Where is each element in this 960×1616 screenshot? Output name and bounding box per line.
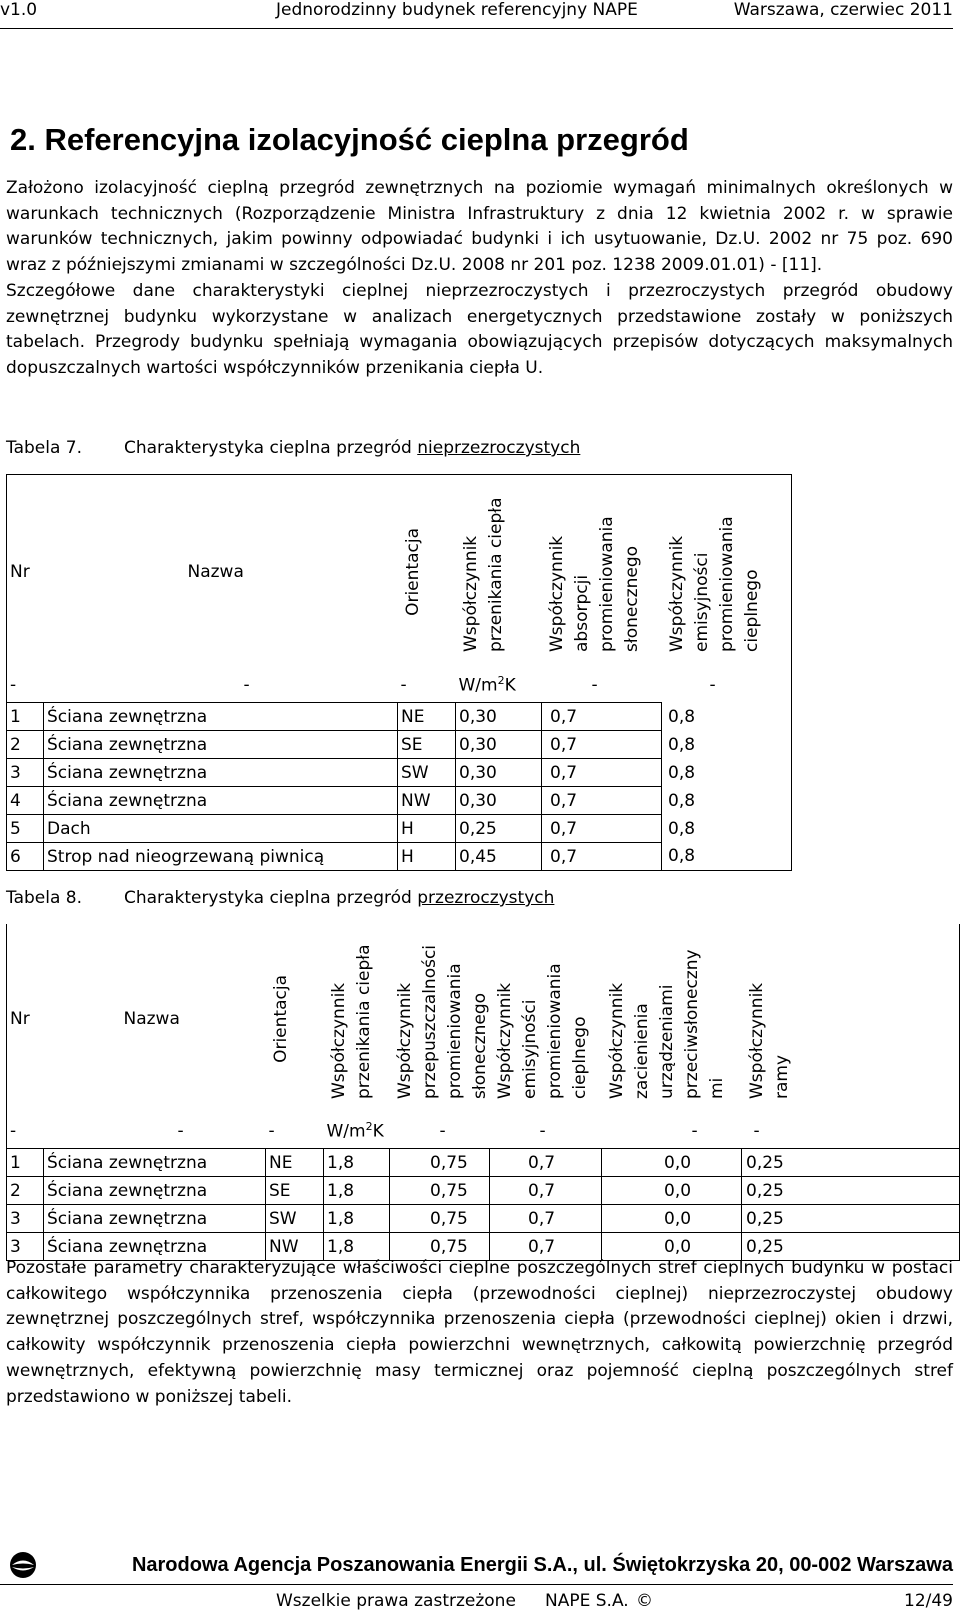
table7-header-u-cell: [456, 475, 542, 669]
table8-body: [7, 1149, 960, 1261]
table8-cell-nr: 3: [7, 1233, 44, 1261]
table8-unit-nazwa: -: [177, 1121, 184, 1141]
table7-cell-nazwa: Strop nad nieogrzewaną piwnicą: [44, 843, 398, 871]
doc-title: Jednorodzinny budynek referencyjny NAPE: [276, 0, 638, 20]
table8-cell-emis: 0,7: [490, 1233, 602, 1261]
table7-units-row: [7, 668, 792, 703]
unit-sup: 2: [365, 1120, 373, 1134]
table8-unit-shade: -: [691, 1121, 698, 1141]
table7-cell-orientacja: NW: [398, 787, 456, 815]
table8-cell-u: 1,8: [324, 1149, 390, 1177]
table7-cell-nr: 1: [7, 703, 44, 731]
table8-cell-shade: 0,0: [602, 1205, 742, 1233]
table7-cell-orientacja: SE: [398, 731, 456, 759]
table7-cell-abs: 0,7: [542, 703, 662, 731]
table8-unit-emis: -: [539, 1121, 546, 1141]
table8-unit-frame: -: [753, 1121, 760, 1141]
table7-cell-abs: 0,7: [542, 843, 662, 871]
doc-place-date: Warszawa, czerwiec 2011: [733, 0, 953, 20]
table7-header-orientacja-cell: [398, 475, 456, 669]
intro-paragraph: Założono izolacyjność cieplną przegród zewnętrznych na poziomie wymagań minimalnych określonych w warunkach technicznych (Rozporządzenie Ministra Infrastruktury z dnia 12 kwietnia 2002 r. w sprawie warunków technicznych, jakim powinny odpowiadać budynki i ich usytuowanie, Dz.U. 2002 nr 75 poz. 690 wraz z późniejszymi zmianami w szczególności Dz.U. 2008 nr 201 poz. 1238 2009.01.01) - [11]. Szczegółowe dane charakterystyki cieplnej nieprzezroczystych i przezroczystych przegród obudowy zewnętrznej budynku wykorzystane w analizach energetycznych przedstawione zostały w poniższych tabelach. Przegrody budynku spełniają wymagania obowiązujących przepisów dotyczących maksymalnych dopuszczalnych wartości współczynników przenikania ciepła U.: [6, 178, 953, 378]
table7-row: [7, 843, 792, 871]
table8-header-g-cell: [390, 924, 490, 1114]
table7-header-nazwa: Nazwa: [187, 561, 244, 582]
table7-cell-emis: 0,8: [668, 790, 696, 811]
table8-cell-orientacja: NW: [266, 1233, 324, 1261]
table8-cell-u: 1,8: [324, 1177, 390, 1205]
unit-tail: K: [504, 675, 516, 696]
table8-cell-g: 0,75: [390, 1149, 490, 1177]
table8-caption-underlined: przezroczystych: [417, 888, 555, 908]
table8-cell-g: 0,75: [390, 1205, 490, 1233]
table8-header-frame-cell: [742, 924, 960, 1114]
unit-tail: K: [372, 1121, 384, 1142]
footer-page-number: 12/49: [904, 1591, 953, 1611]
table8-cell-orientacja: SE: [266, 1177, 324, 1205]
table8-header-u: Współczynnik przenikania ciepła: [328, 944, 374, 1099]
table7-cell-orientacja: NE: [398, 703, 456, 731]
table7-cell-abs: 0,7: [542, 731, 662, 759]
table8-header-nr: Nr: [10, 1009, 30, 1029]
table7-cell-nr: 4: [7, 787, 44, 815]
table7-header-abs: Współczynnik absorpcji promieniowania słonecznego: [546, 515, 642, 652]
table7-cell-orientacja: H: [398, 815, 456, 843]
table7-row: [7, 731, 792, 759]
table8-cell-emis: 0,7: [490, 1177, 602, 1205]
section-title: 2. Referencyjna izolacyjność cieplna przegród: [10, 122, 689, 157]
table7-cell-u: 0,30: [456, 731, 542, 759]
table8-cell-g: 0,75: [390, 1233, 490, 1261]
table8-cell-nr: 3: [7, 1205, 44, 1233]
table8-cell-u: 1,8: [324, 1205, 390, 1233]
table7-header-abs-cell: [542, 475, 662, 669]
table8-cell-nazwa: Ściana zewnętrzna: [44, 1205, 266, 1233]
table8-cell-nazwa: Ściana zewnętrzna: [44, 1149, 266, 1177]
table7-cell-emis: 0,8: [668, 734, 696, 755]
table7-body: [7, 703, 792, 871]
table8-units-row: [7, 1114, 960, 1149]
footer-rights: Wszelkie prawa zastrzeżone: [276, 1591, 516, 1611]
table8-cell-frame: 0,25: [742, 1205, 960, 1233]
table8-header-orientacja-cell: [266, 924, 324, 1114]
table8-caption-text: Charakterystyka cieplna przegród: [124, 888, 418, 908]
table7-cell-emis: 0,8: [668, 762, 696, 783]
table7-row: [7, 703, 792, 731]
copyright-icon: ©: [636, 1591, 653, 1611]
table8-unit-nr: -: [10, 1121, 17, 1141]
table7-cell-nr: 5: [7, 815, 44, 843]
table8-header-shade: Współczynnik zacienienia urządzeniami przeciwsłoneczny mi: [606, 949, 727, 1099]
table8-cell-shade: 0,0: [602, 1149, 742, 1177]
table8-cell-emis: 0,7: [490, 1149, 602, 1177]
table7-unit-abs: -: [591, 675, 598, 695]
table7-row: [7, 787, 792, 815]
doc-version: v1.0: [0, 0, 38, 20]
table7-cell-abs: 0,7: [542, 759, 662, 787]
table7-unit-nr: -: [10, 675, 17, 695]
table8-label: Tabela 8.: [6, 888, 83, 908]
table7-header-orientacja: Orientacja: [402, 527, 423, 616]
table8-cell-shade: 0,0: [602, 1177, 742, 1205]
table8-cell-frame: 0,25: [742, 1233, 960, 1261]
table8-row: [7, 1177, 960, 1205]
table8-header-orientacja: Orientacja: [270, 975, 291, 1063]
table8-unit-u: [324, 1114, 390, 1149]
table7-cell-nazwa: Ściana zewnętrzna: [44, 759, 398, 787]
table7-row: [7, 759, 792, 787]
table8-cell-nazwa: Ściana zewnętrzna: [44, 1233, 266, 1261]
table8-cell-shade: 0,0: [602, 1233, 742, 1261]
table8-cell-emis: 0,7: [490, 1205, 602, 1233]
table8-cell-nr: 2: [7, 1177, 44, 1205]
table7-header-u: Współczynnik przenikania ciepła: [460, 496, 506, 652]
table8-cell-u: 1,8: [324, 1233, 390, 1261]
table7-cell-nazwa: Ściana zewnętrzna: [44, 703, 398, 731]
table7-label: Tabela 7.: [6, 438, 83, 458]
table8-row: [7, 1149, 960, 1177]
table8-header-row: [7, 924, 960, 1114]
table7-cell-u: 0,45: [456, 843, 542, 871]
table7-cell-emis: 0,8: [668, 706, 696, 727]
table7-cell-abs: 0,7: [542, 787, 662, 815]
table8-header-nazwa: Nazwa: [123, 1009, 180, 1029]
table7-cell-nr: 2: [7, 731, 44, 759]
table7-cell-u: 0,30: [456, 759, 542, 787]
table7-unit-nazwa: -: [243, 675, 250, 695]
footer-brand: NAPE S.A.: [545, 1591, 629, 1611]
table7-cell-nazwa: Ściana zewnętrzna: [44, 731, 398, 759]
table7-unit-orientacja: -: [400, 675, 407, 695]
table7-cell-nr: 6: [7, 843, 44, 871]
page-header: [0, 0, 953, 29]
table7-header-emis-cell: [662, 475, 792, 669]
table8-cell-nazwa: Ściana zewnętrzna: [44, 1177, 266, 1205]
table7-row: [7, 815, 792, 843]
table7-header-row: [7, 475, 792, 669]
unit-sup: 2: [497, 674, 505, 688]
table8-header-frame: Współczynnik ramy: [746, 982, 792, 1099]
table8-cell-g: 0,75: [390, 1177, 490, 1205]
closing-paragraph: Pozostałe parametry charakteryzujące właściwości cieplne poszczególnych stref cieplnych budynku w postaci całkowitego współczynnika przenoszenia ciepła (przewodności cieplnej) nieprzezroczystej obudowy zewnętrznej poszczególnych stref, współczynnika przenoszenia ciepła (przewodności cieplnej) okien i drzwi, całkowity współczynnik przenoszenia ciepła powierzchni wewnętrznych, całkowitą powierzchnię przegród wewnętrznych, efektywną powierzchnię masy termicznej oraz pojemność cieplną poszczególnych stref przedstawiono w poniższej tabeli.: [6, 1258, 953, 1407]
table8-header-shade-cell: [602, 924, 742, 1114]
table7-unit-emis: -: [709, 675, 716, 696]
footer-organization: Narodowa Agencja Poszanowania Energii S.A., ul. Świętokrzyska 20, 00-002 Warszawa: [131, 1554, 953, 1576]
table8-header-emis: Współczynnik emisyjności promieniowania cieplnego: [494, 963, 590, 1099]
table7-caption-text: Charakterystyka cieplna przegród: [124, 438, 418, 458]
table7-cell-emis: 0,8: [668, 846, 696, 867]
table8-row: [7, 1205, 960, 1233]
table7-header-emis: Współczynnik emisyjności promieniowania cieplnego: [666, 515, 762, 652]
table7-cell-orientacja: SW: [398, 759, 456, 787]
table8-unit-g: -: [439, 1121, 446, 1141]
table7-cell-orientacja: H: [398, 843, 456, 871]
table7-header-nr: Nr: [10, 561, 30, 582]
table7-cell-u: 0,30: [456, 787, 542, 815]
table8-header-emis-cell: [490, 924, 602, 1114]
table7-cell-nazwa: Ściana zewnętrzna: [44, 787, 398, 815]
table7-unit-u: [456, 668, 542, 703]
table7-caption-underlined: nieprzezroczystych: [417, 438, 581, 458]
table7-caption: [6, 438, 580, 458]
table7-cell-abs: 0,7: [542, 815, 662, 843]
table7-cell-u: 0,25: [456, 815, 542, 843]
table8: [6, 924, 960, 1261]
table7-cell-nazwa: Dach: [44, 815, 398, 843]
table8-cell-nr: 1: [7, 1149, 44, 1177]
table8-header-g: Współczynnik przepuszczalności promieniowania słonecznego: [394, 944, 490, 1099]
footer-divider: [0, 1584, 953, 1585]
table8-header-u-cell: [324, 924, 390, 1114]
table8-cell-orientacja: SW: [266, 1205, 324, 1233]
table8-unit-orientacja: -: [268, 1121, 275, 1141]
table8-cell-frame: 0,25: [742, 1177, 960, 1205]
unit-base: W/m: [458, 675, 498, 696]
table7: [6, 474, 792, 871]
table7-cell-emis: 0,8: [668, 818, 696, 839]
table7-cell-u: 0,30: [456, 703, 542, 731]
table7-cell-nr: 3: [7, 759, 44, 787]
table8-cell-frame: 0,25: [742, 1149, 960, 1177]
unit-base: W/m: [326, 1121, 366, 1142]
table8-caption: [6, 888, 554, 908]
table8-cell-orientacja: NE: [266, 1149, 324, 1177]
